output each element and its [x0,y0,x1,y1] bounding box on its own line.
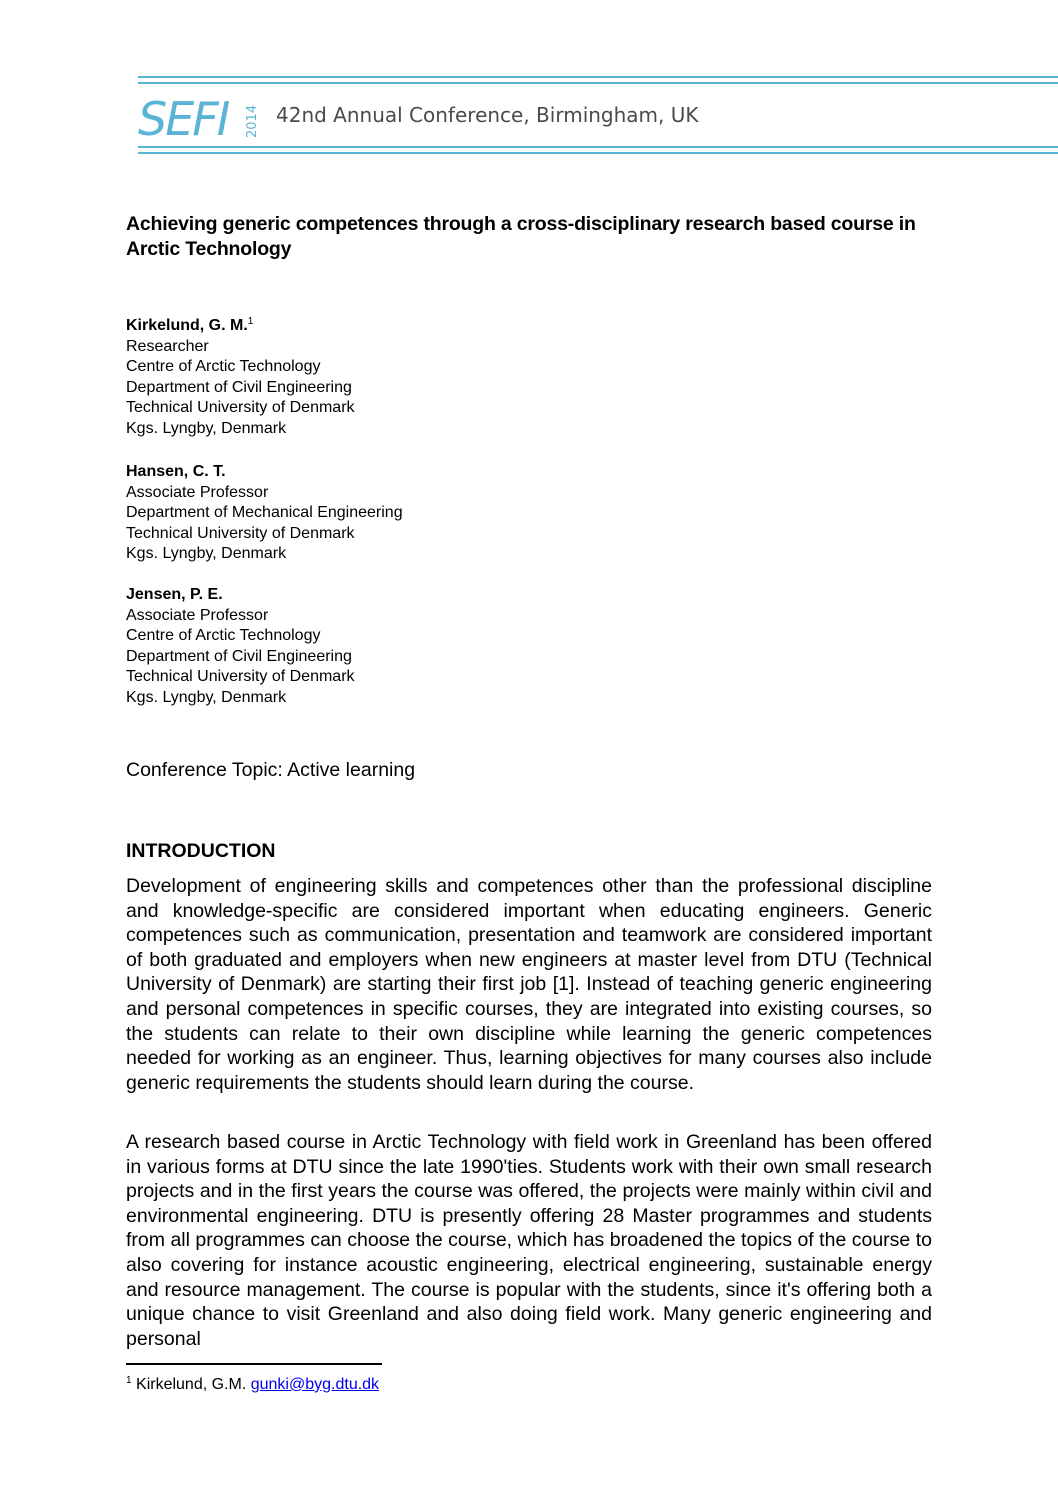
footnote [126,1376,379,1394]
header-rule-bottom-2 [138,152,1058,154]
author-block-1 [126,316,726,439]
author-affiliation: Department of Mechanical Engineering [126,504,403,521]
author-affiliation: Centre of Arctic Technology [126,627,321,644]
section-heading: INTRODUCTION [126,840,276,862]
conference-title: 42nd Annual Conference, Birmingham, UK [276,103,699,127]
author-affiliation: Centre of Arctic Technology [126,358,321,375]
author-position: Researcher [126,337,209,355]
conference-topic: Conference Topic: Active learning [126,759,416,781]
footnote-mark: 1 [126,1375,132,1386]
author-block-2 [126,462,726,565]
author-name: Jensen, P. E. [126,586,223,603]
intro-paragraph-2: A research based course in Arctic Technology with field work in Greenland has been offered in various forms at DTU since the late 1990'ties. Students work with their own small research projects and in the first years the course was offered, the projects were mainly within civil and environmental engineering. DTU is presently offering 28 Master programmes and students from all programmes can choose the course, which has broadened the topics of the course to also covering for instance acoustic engineering, electrical engineering, sustainable energy and resource management. The course is popular with the students, since it's offering both a unique chance to visit Greenland and also doing field work. Many generic engineering and personal [126,1131,932,1350]
author-affiliation: Technical University of Denmark [126,524,355,542]
paper-title: Achieving generic competences through a cross-disciplinary research based course in Arctic Technology [126,213,916,260]
header-rule-top-1 [138,76,1058,78]
logo-text: SEFI [138,92,229,142]
author-name: Kirkelund, G. M. [126,317,248,334]
author-position: Associate Professor [126,483,269,501]
author-affiliation: Department of Civil Engineering [126,378,352,396]
author-block-3 [126,585,726,708]
author-location: Kgs. Lyngby, Denmark [126,688,287,706]
intro-paragraph-1: Development of engineering skills and competences other than the professional discipline and knowledge-specific are considered important when educating engineers. Generic competences such as communication, presentation and teamwork are considered important of both graduated and employers when new engineers at master level from DTU (Technical University of Denmark) are starting their first job [1]. Instead of teaching generic engineering and personal competences in specific courses, they are integrated into existing courses, so the students can relate to their own discipline while learning the generic competences needed for working as an engineer. Thus, learning objectives for many courses also include generic requirements the students should learn during the course. [126,875,932,1094]
author-name: Hansen, C. T. [126,463,226,480]
header-rule-bottom-1 [138,146,1058,148]
author-affiliation: Technical University of Denmark [126,399,355,416]
author-location: Kgs. Lyngby, Denmark [126,545,287,562]
footnote-email-link[interactable]: gunki@byg.dtu.dk [250,1376,380,1393]
author-affiliation: Department of Civil Engineering [126,647,352,665]
author-location: Kgs. Lyngby, Denmark [126,419,287,437]
footnote-rule [126,1363,382,1365]
footnote-text: Kirkelund, G.M. [136,1376,247,1393]
author-footnote-mark: 1 [247,316,254,327]
sefi-logo [138,92,270,142]
logo-year: 2014 [245,104,260,138]
author-position: Associate Professor [126,606,269,624]
header-rule-top-2 [138,82,1058,84]
author-affiliation: Technical University of Denmark [126,668,355,685]
